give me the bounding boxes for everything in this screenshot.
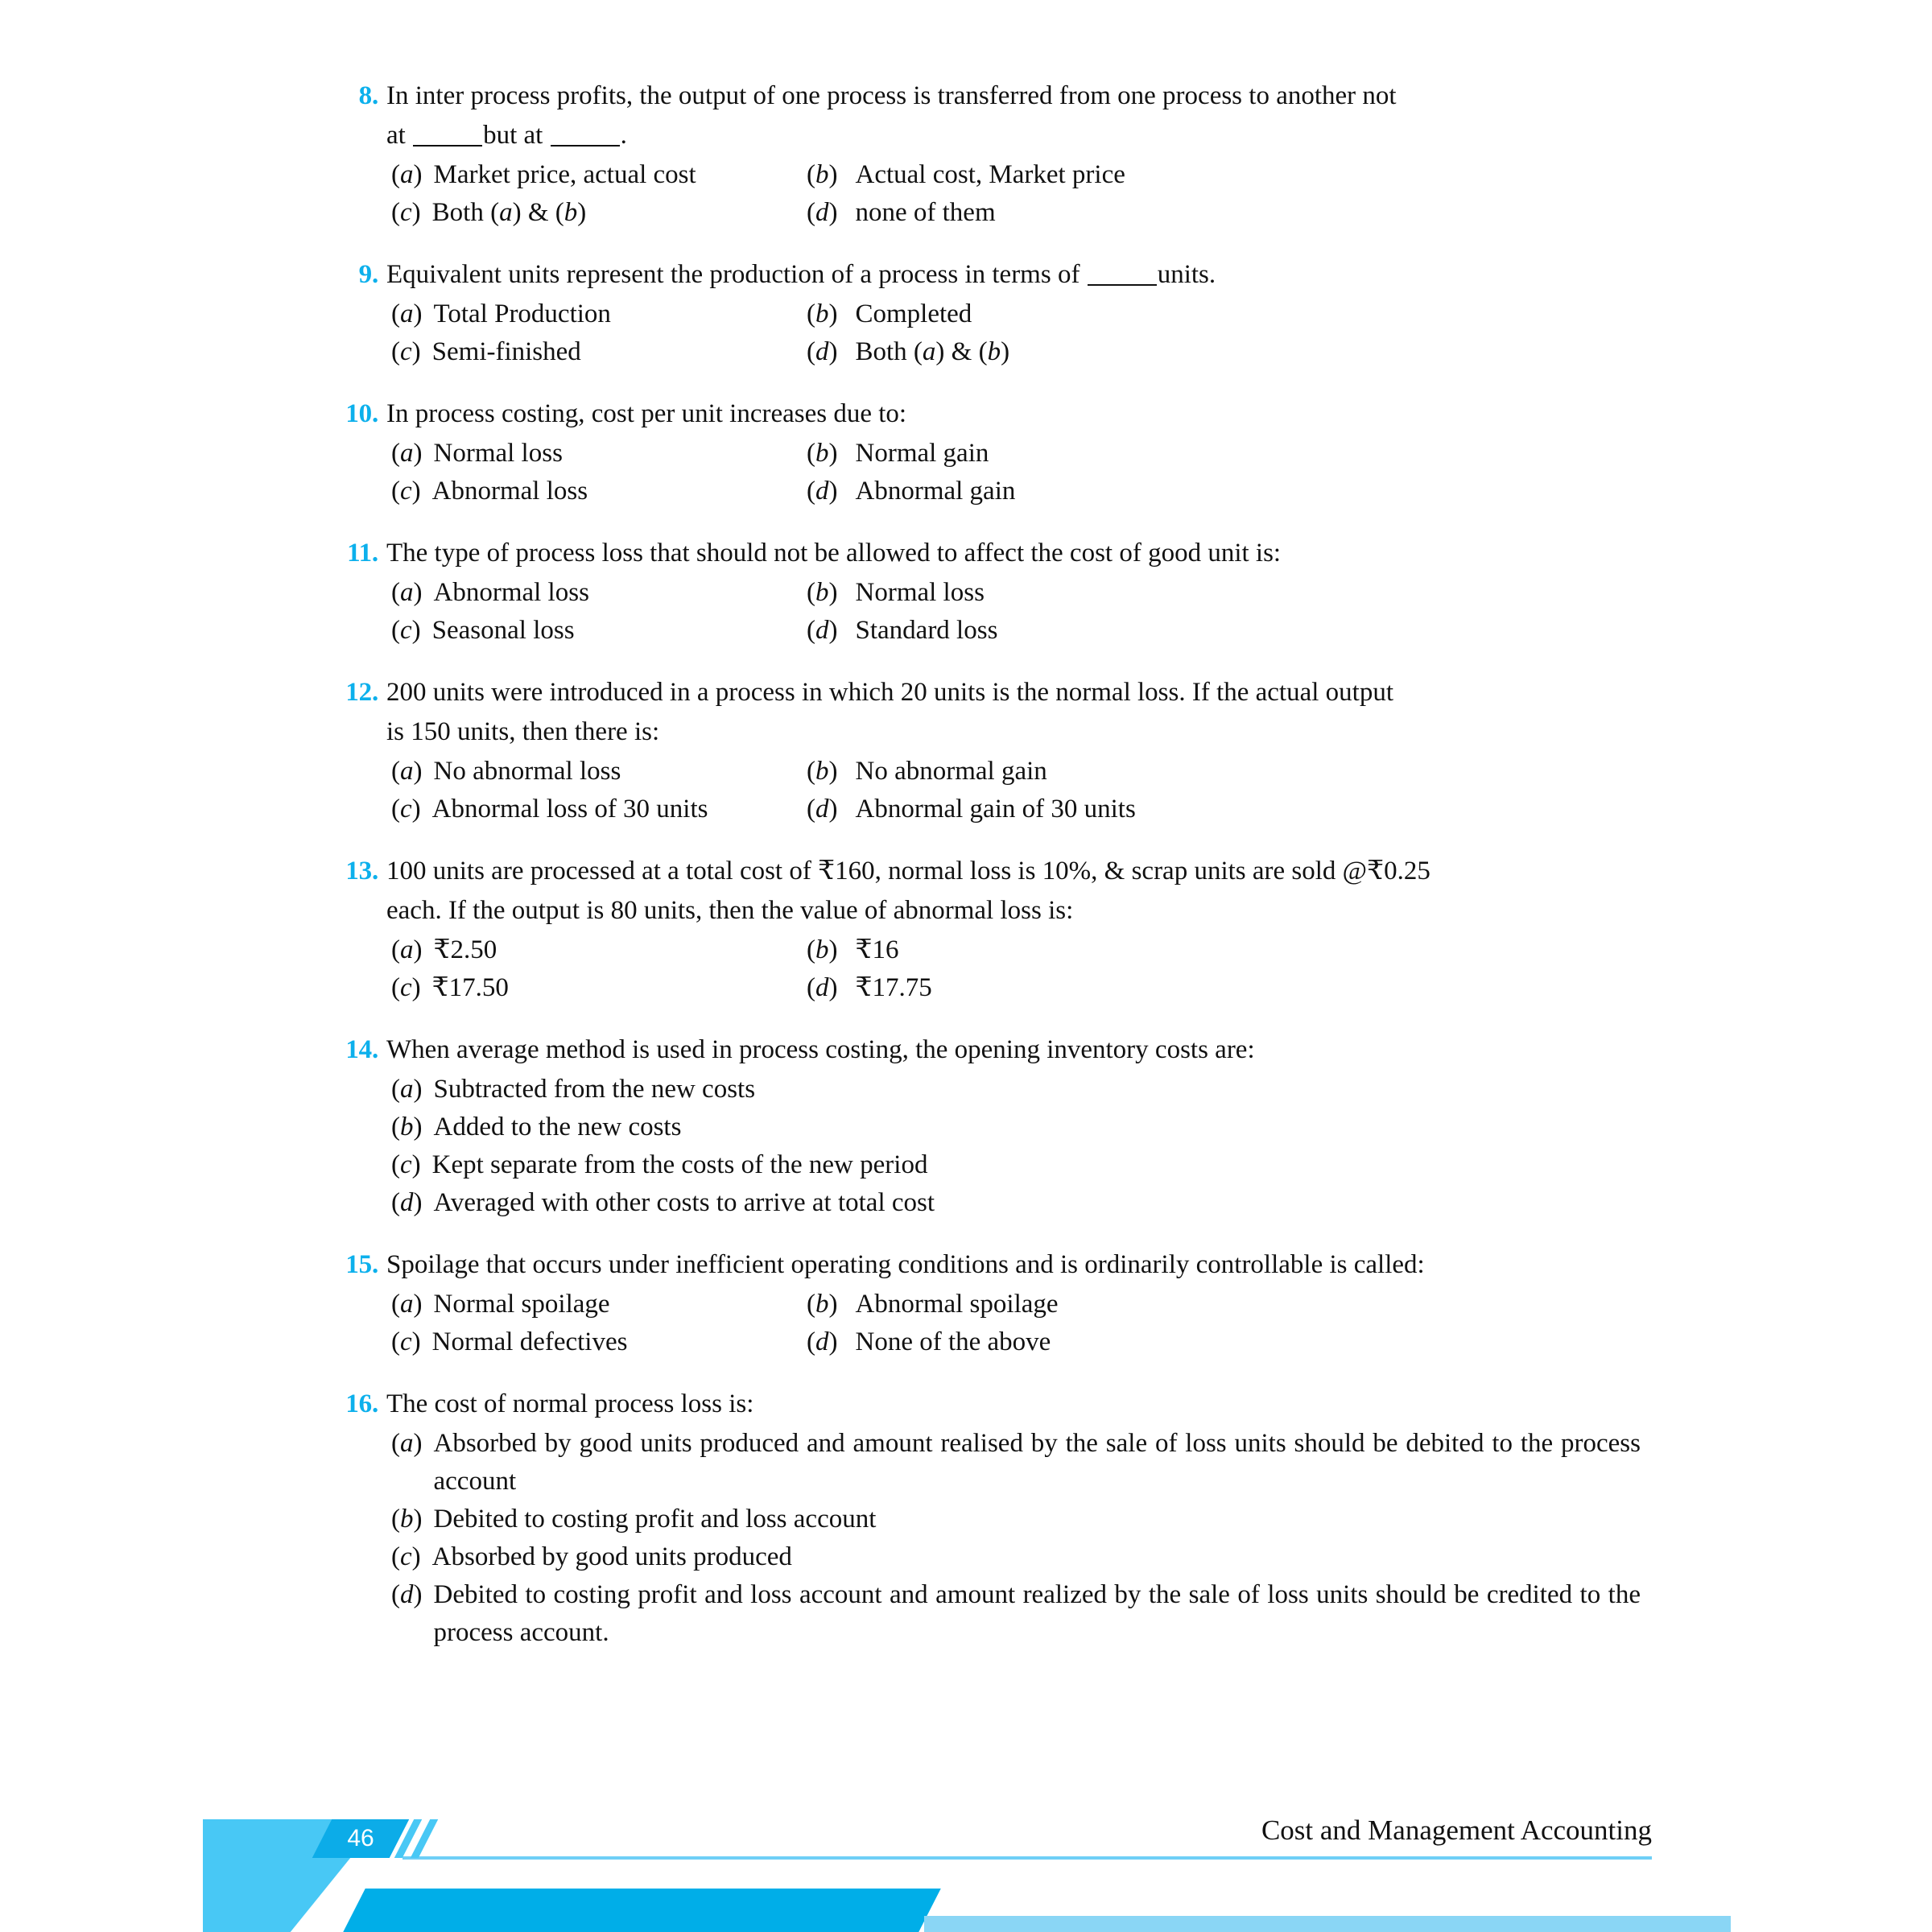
options-list — [386, 1071, 1641, 1222]
options-list — [386, 753, 1641, 828]
question-number: 16. — [345, 1389, 378, 1418]
option-text: No abnormal loss — [433, 757, 621, 786]
option-text: Normal loss — [855, 578, 985, 607]
question-number: 13. — [345, 857, 378, 886]
option-b[interactable] — [807, 295, 1641, 333]
option-row — [386, 1425, 1641, 1501]
option-row — [386, 194, 1641, 232]
question-number: 14. — [345, 1035, 378, 1064]
option-text: Abnormal spoilage — [855, 1290, 1059, 1319]
option-key: (d) — [807, 973, 838, 1002]
option-text: ₹16 — [855, 935, 899, 964]
question-stem-line2: each. If the output is 80 units, then the value of abnormal loss is: — [386, 896, 1074, 925]
option-text: Total Production — [433, 299, 611, 328]
options-list — [386, 574, 1641, 650]
option-text: Abnormal gain of 30 units — [855, 795, 1136, 824]
stem-fragment: . — [620, 121, 627, 150]
stem-fragment: at — [386, 121, 413, 150]
option-key: (b) — [391, 1113, 423, 1141]
question-12 — [328, 674, 1641, 828]
option-key: (c) — [391, 477, 421, 506]
option-c[interactable] — [386, 1323, 807, 1361]
option-key: (d) — [807, 795, 838, 824]
options-list — [386, 156, 1641, 232]
option-c[interactable] — [386, 333, 807, 371]
option-key: (b) — [807, 578, 838, 607]
option-row — [386, 753, 1641, 791]
option-d[interactable] — [807, 791, 1641, 828]
question-number: 15. — [345, 1250, 378, 1279]
options-list — [386, 1286, 1641, 1361]
option-b[interactable] — [807, 1286, 1641, 1323]
option-a[interactable] — [386, 931, 807, 969]
question-11 — [328, 535, 1641, 650]
option-text: Standard loss — [855, 616, 998, 645]
option-text: ₹17.75 — [855, 973, 932, 1002]
option-text: Market price, actual cost — [433, 160, 696, 189]
option-c[interactable] — [386, 612, 807, 650]
option-text: ₹2.50 — [433, 935, 497, 964]
question-stem-line1: In inter process profits, the output of one process is transferred from one process to another not — [386, 81, 1397, 110]
option-row — [386, 473, 1641, 510]
question-stem: 200 units were introduced in a process in which 20 units is the normal loss. If the actual output — [386, 678, 1394, 707]
option-c[interactable] — [386, 969, 807, 1007]
footer-divider — [402, 1856, 1652, 1860]
question-stem — [386, 256, 1641, 294]
option-text: ₹17.50 — [431, 973, 509, 1002]
option-b[interactable] — [807, 574, 1641, 612]
question-stem: The type of process loss that should not be allowed to affect the cost of good unit is: — [386, 539, 1282, 568]
option-text: Absorbed by good units produced and amount realised by the sale of loss units should be debited to the process account — [433, 1429, 1641, 1496]
questions-container — [328, 77, 1641, 1676]
option-row — [386, 1576, 1641, 1652]
question-stem: In process costing, cost per unit increases due to: — [386, 399, 907, 428]
option-key: (b) — [391, 1505, 423, 1534]
footer-decor-strip — [924, 1916, 1731, 1932]
question-stem: 100 units are processed at a total cost of ₹160, normal loss is 10%, & scrap units are sold @₹0.25 — [386, 857, 1430, 886]
option-text: Abnormal loss — [431, 477, 588, 506]
option-key: (d) — [391, 1580, 423, 1609]
option-d[interactable] — [386, 1184, 1641, 1222]
option-d[interactable] — [807, 333, 1641, 371]
option-b[interactable] — [386, 1501, 1641, 1538]
question-number: 12. — [345, 678, 378, 707]
option-row — [386, 435, 1641, 473]
option-row — [386, 1146, 1641, 1184]
option-a[interactable] — [386, 295, 807, 333]
question-stem: The cost of normal process loss is: — [386, 1389, 754, 1418]
option-key: (c) — [391, 616, 421, 645]
option-row — [386, 333, 1641, 371]
option-key: (c) — [391, 337, 421, 366]
question-stem — [386, 77, 1641, 115]
option-text: Absorbed by good units produced — [431, 1542, 792, 1571]
option-c[interactable] — [386, 473, 807, 510]
option-key: (b) — [807, 160, 838, 189]
option-text: Abnormal loss — [433, 578, 589, 607]
option-key: (a) — [391, 299, 423, 328]
question-9 — [328, 256, 1641, 371]
option-a[interactable] — [386, 435, 807, 473]
option-key: (c) — [391, 1150, 421, 1179]
option-a[interactable] — [386, 1425, 1641, 1501]
option-d[interactable] — [807, 473, 1641, 510]
question-number: 10. — [345, 399, 378, 428]
option-row — [386, 1184, 1641, 1222]
option-text: Added to the new costs — [433, 1113, 682, 1141]
option-key: (d) — [391, 1188, 423, 1217]
option-key: (d) — [807, 1327, 838, 1356]
page-footer — [0, 1811, 1932, 1932]
question-stem-line2 — [386, 117, 1641, 155]
option-text: Abnormal gain — [855, 477, 1016, 506]
option-key: (d) — [807, 477, 838, 506]
option-key: (a) — [391, 935, 423, 964]
option-key: (b) — [807, 1290, 838, 1319]
option-text: Semi-finished — [431, 337, 581, 366]
option-d[interactable] — [807, 612, 1641, 650]
option-row — [386, 295, 1641, 333]
question-number: 8. — [358, 81, 378, 110]
fill-blank — [1088, 284, 1157, 286]
option-row — [386, 931, 1641, 969]
option-text: Actual cost, Market price — [855, 160, 1125, 189]
option-key: (b) — [807, 299, 838, 328]
option-key: (c) — [391, 1327, 421, 1356]
option-c[interactable] — [386, 1538, 1641, 1576]
option-key: (a) — [391, 1290, 423, 1319]
option-a[interactable] — [386, 1286, 807, 1323]
question-16 — [328, 1385, 1641, 1652]
question-13 — [328, 852, 1641, 1007]
option-row — [386, 1501, 1641, 1538]
option-a[interactable] — [386, 156, 807, 194]
option-text: Seasonal loss — [431, 616, 575, 645]
option-key: (d) — [807, 616, 838, 645]
option-text: Subtracted from the new costs — [433, 1075, 756, 1104]
option-key: (a) — [391, 1429, 423, 1458]
option-c[interactable] — [386, 194, 807, 232]
option-text: Both (a) & (b) — [431, 198, 587, 227]
option-d[interactable] — [807, 194, 1641, 232]
question-stem: Spoilage that occurs under inefficient operating conditions and is ordinarily controllable is called: — [386, 1250, 1425, 1279]
option-key: (d) — [807, 198, 838, 227]
option-b[interactable] — [807, 435, 1641, 473]
option-b[interactable] — [386, 1108, 1641, 1146]
question-15 — [328, 1246, 1641, 1361]
stem-fragment: units. — [1157, 260, 1216, 289]
option-key: (a) — [391, 1075, 423, 1104]
question-10 — [328, 395, 1641, 510]
question-number: 11. — [347, 539, 378, 568]
option-text: Debited to costing profit and loss account — [433, 1505, 877, 1534]
option-key: (b) — [807, 935, 838, 964]
option-key: (d) — [807, 337, 838, 366]
page-number: 46 — [347, 1825, 374, 1852]
options-list — [386, 295, 1641, 371]
option-d[interactable] — [386, 1576, 1641, 1652]
option-text: Normal defectives — [431, 1327, 628, 1356]
option-text: None of the above — [855, 1327, 1051, 1356]
option-key: (c) — [391, 795, 421, 824]
option-row — [386, 156, 1641, 194]
stem-fragment: Equivalent units represent the production of a process in terms of — [386, 260, 1087, 289]
option-text: none of them — [855, 198, 996, 227]
option-text: Kept separate from the costs of the new period — [431, 1150, 928, 1179]
option-row — [386, 1071, 1641, 1108]
option-b[interactable] — [807, 156, 1641, 194]
option-text: Both (a) & (b) — [855, 337, 1010, 366]
option-text: Completed — [855, 299, 972, 328]
option-row — [386, 969, 1641, 1007]
option-key: (a) — [391, 439, 423, 468]
options-list — [386, 931, 1641, 1007]
option-text: Debited to costing profit and loss account and amount realized by the sale of loss units should be credited to the process account. — [433, 1580, 1641, 1647]
option-row — [386, 791, 1641, 828]
option-b[interactable] — [807, 931, 1641, 969]
footer-book-title: Cost and Management Accounting — [1261, 1814, 1652, 1846]
options-list — [386, 1425, 1641, 1652]
option-row — [386, 574, 1641, 612]
option-a[interactable] — [386, 574, 807, 612]
footer-decor-bar — [343, 1889, 941, 1932]
option-text: Normal gain — [855, 439, 989, 468]
question-stem-line2: is 150 units, then there is: — [386, 717, 660, 746]
option-row — [386, 612, 1641, 650]
question-number: 9. — [358, 260, 378, 289]
option-text: Abnormal loss of 30 units — [431, 795, 708, 824]
question-8 — [328, 77, 1641, 232]
option-a[interactable] — [386, 753, 807, 791]
option-key: (c) — [391, 973, 421, 1002]
option-text: No abnormal gain — [855, 757, 1047, 786]
option-key: (a) — [391, 757, 423, 786]
fill-blank — [413, 145, 482, 147]
option-key: (b) — [807, 757, 838, 786]
option-row — [386, 1108, 1641, 1146]
question-stem: When average method is used in process costing, the opening inventory costs are: — [386, 1035, 1255, 1064]
option-key: (c) — [391, 198, 421, 227]
fill-blank — [551, 145, 620, 147]
option-text: Normal loss — [433, 439, 563, 468]
options-list — [386, 435, 1641, 510]
option-c[interactable] — [386, 1146, 1641, 1184]
question-14 — [328, 1031, 1641, 1222]
option-row — [386, 1323, 1641, 1361]
option-key: (c) — [391, 1542, 421, 1571]
option-row — [386, 1286, 1641, 1323]
option-text: Averaged with other costs to arrive at total cost — [433, 1188, 935, 1217]
option-key: (a) — [391, 578, 423, 607]
option-d[interactable] — [807, 1323, 1641, 1361]
option-key: (a) — [391, 160, 423, 189]
option-text: Normal spoilage — [433, 1290, 610, 1319]
option-row — [386, 1538, 1641, 1576]
option-c[interactable] — [386, 791, 807, 828]
option-a[interactable] — [386, 1071, 1641, 1108]
option-key: (b) — [807, 439, 838, 468]
option-b[interactable] — [807, 753, 1641, 791]
stem-fragment: but at — [483, 121, 550, 150]
option-d[interactable] — [807, 969, 1641, 1007]
